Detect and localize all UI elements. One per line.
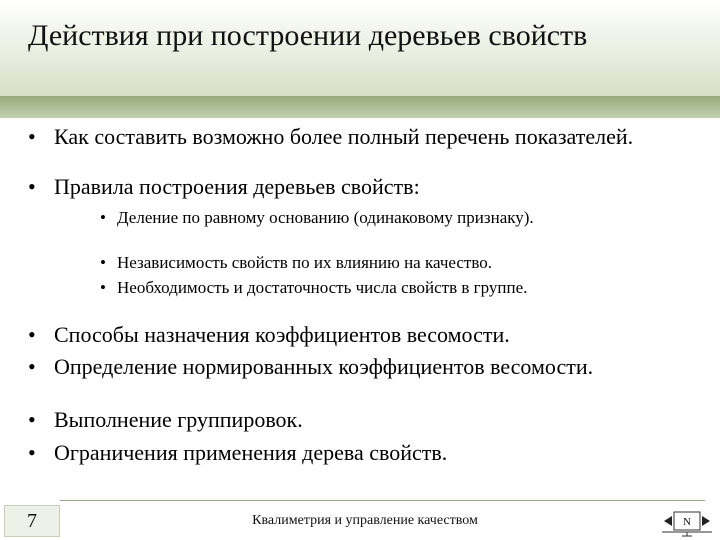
nav-label: N [683,516,691,528]
footer-caption: Квалиметрия и управление качеством [252,513,478,528]
bullet-item [28,356,668,378]
sub-bullet-item [100,253,700,272]
slide-title: Действия при построении деревьев свойств [28,19,588,52]
bullet-text: Способы назначения коэффициентов весомости. [54,322,510,347]
bullet-text: Выполнение группировок. [54,407,303,432]
bullet-item [28,442,688,464]
bullet-text: Как составить возможно более полный перечень показателей. [54,124,634,149]
footer-divider [60,500,705,501]
bullet-item [28,126,688,148]
bullet-dot: • [100,208,106,227]
bullet-item [28,324,708,346]
bullet-dot: • [28,440,36,465]
nav-arrows-icon[interactable] [662,505,712,537]
title-header [0,0,720,96]
bullet-dot: • [100,278,106,297]
bullet-dot: • [28,354,36,379]
bullet-dot: • [28,124,36,149]
bullet-dot: • [28,322,36,347]
title-divider-band [0,96,720,118]
bullet-item [28,176,688,198]
sub-bullet-item [100,278,660,297]
page-number: 7 [4,505,60,537]
bullet-text: Деление по равному основанию (одинаковому признаку). [117,208,534,227]
bullet-text: Ограничения применения дерева свойств. [54,440,448,465]
bullet-dot: • [28,174,36,199]
bullet-item [28,409,688,431]
navigation-control[interactable] [662,505,712,537]
bullet-text: Необходимость и достаточность числа свойств в группе. [117,278,528,297]
bullet-dot: • [28,407,36,432]
bullet-dot: • [100,253,106,272]
sub-bullet-item [100,208,690,227]
bullet-text: Правила построения деревьев свойств: [54,174,420,199]
bullet-text: Определение нормированных коэффициентов весомости. [54,354,594,379]
bullet-text: Независимость свойств по их влиянию на качество. [117,253,492,272]
